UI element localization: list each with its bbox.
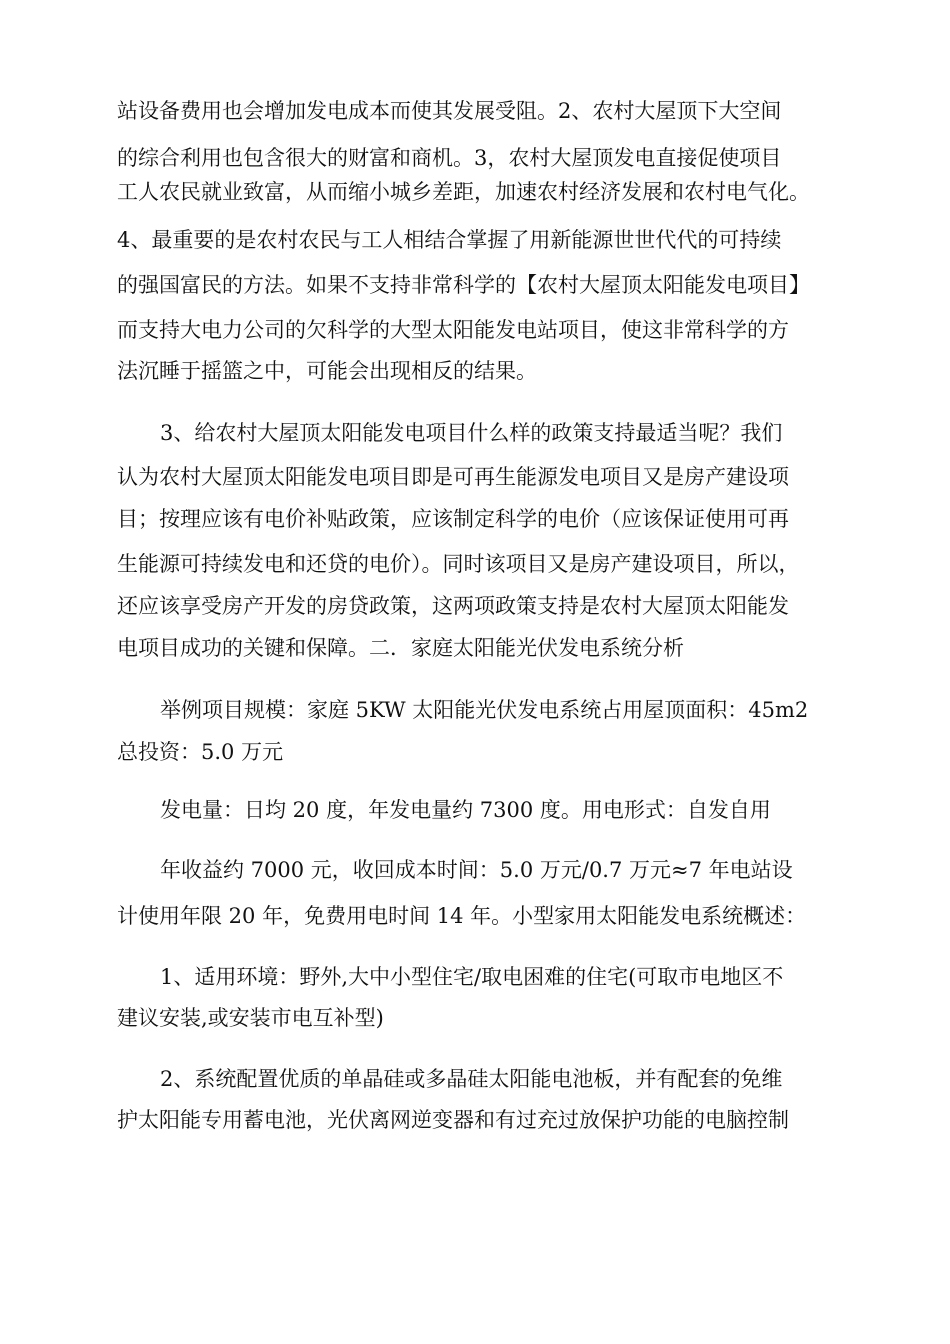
text-line: 总投资：5.0 万元 bbox=[117, 740, 284, 764]
text-line: 举例项目规模：家庭 5KW 太阳能光伏发电系统占用屋顶面积：45m2 bbox=[160, 698, 809, 722]
text-line: 电项目成功的关键和保障。二．家庭太阳能光伏发电系统分析 bbox=[117, 636, 684, 660]
text-line: 的综合利用也包含很大的财富和商机。3，农村大屋顶发电直接促使项目 bbox=[117, 146, 782, 170]
text-line: 法沉睡于摇篮之中，可能会出现相反的结果。 bbox=[117, 359, 537, 383]
text-line: 护太阳能专用蓄电池，光伏离网逆变器和有过充过放保护功能的电脑控制 bbox=[117, 1108, 789, 1132]
text-line: 认为农村大屋顶太阳能发电项目即是可再生能源发电项目又是房产建设项 bbox=[117, 465, 789, 489]
text-line: 4、最重要的是农村农民与工人相结合掌握了用新能源世世代代的可持续 bbox=[117, 228, 782, 252]
text-line: 发电量：日均 20 度，年发电量约 7300 度。用电形式：自发自用 bbox=[160, 798, 771, 822]
text-line: 目；按理应该有电价补贴政策，应该制定科学的电价（应该保证使用可再 bbox=[117, 507, 789, 531]
text-line: 1、适用环境：野外,大中小型住宅/取电困难的住宅(可取市电地区不 bbox=[160, 965, 784, 989]
text-line: 工人农民就业致富，从而缩小城乡差距，加速农村经济发展和农村电气化。 bbox=[117, 180, 810, 204]
text-line: 建议安装,或安装市电互补型) bbox=[117, 1006, 384, 1030]
text-line: 而支持大电力公司的欠科学的大型太阳能发电站项目，使这非常科学的方 bbox=[117, 318, 789, 342]
text-line: 计使用年限 20 年，免费用电时间 14 年。小型家用太阳能发电系统概述： bbox=[117, 904, 807, 928]
text-line: 2、系统配置优质的单晶硅或多晶硅太阳能电池板，并有配套的免维 bbox=[160, 1067, 783, 1091]
text-line: 站设备费用也会增加发电成本而使其发展受阻。2、农村大屋顶下大空间 bbox=[117, 99, 782, 123]
text-line: 3、给农村大屋顶太阳能发电项目什么样的政策支持最适当呢？我们 bbox=[160, 421, 783, 445]
text-line: 还应该享受房产开发的房贷政策，这两项政策支持是农村大屋顶太阳能发 bbox=[117, 594, 789, 618]
text-line: 年收益约 7000 元，收回成本时间：5.0 万元/0.7 万元≈7 年电站设 bbox=[160, 858, 793, 882]
text-line: 生能源可持续发电和还贷的电价）。同时该项目又是房产建设项目，所以， bbox=[117, 552, 800, 576]
text-line: 的强国富民的方法。如果不支持非常科学的【农村大屋顶太阳能发电项目】 bbox=[117, 273, 810, 297]
